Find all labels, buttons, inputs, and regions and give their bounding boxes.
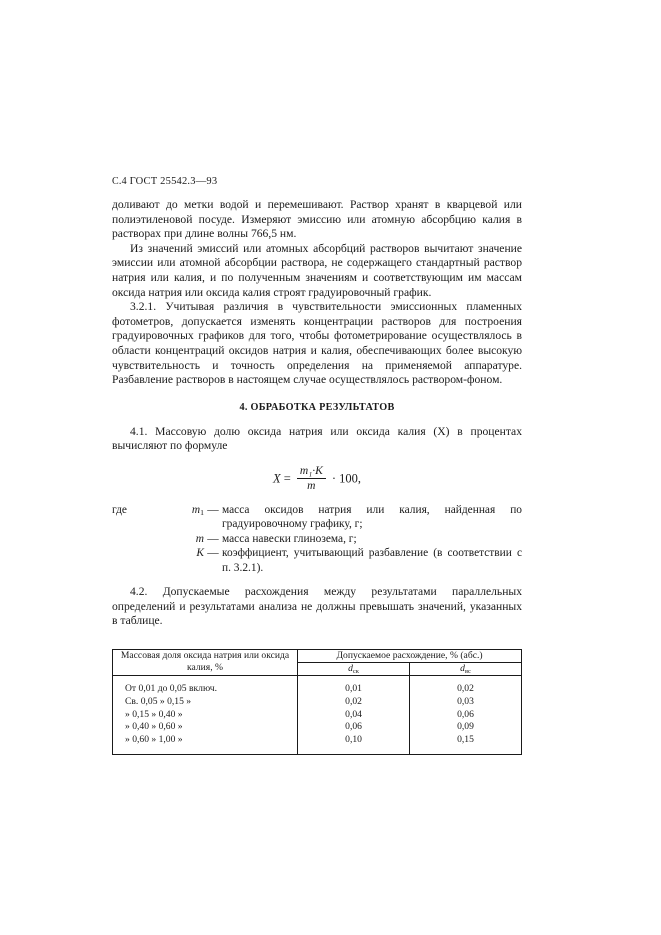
section-title-results: 4. ОБРАБОТКА РЕЗУЛЬТАТОВ xyxy=(239,401,395,413)
column-header-tolerance: Допускаемое расхождение, % (абс.) xyxy=(298,649,522,663)
d-sk-value: 0,10 xyxy=(345,734,362,746)
formula-legend xyxy=(112,503,522,575)
legend-symbol-k: K xyxy=(196,547,204,560)
table-head xyxy=(113,649,522,675)
legend-text-k: коэффициент, учитывающий разбавление (в соответствии с п. 3.2.1). xyxy=(222,547,522,574)
d-sk-value: 0,01 xyxy=(345,683,362,695)
legend-symbol-m1: $m_1$ xyxy=(191,503,204,518)
formula-denominator: m xyxy=(307,479,316,492)
d-vs-value: 0,06 xyxy=(457,708,474,720)
legend-item xyxy=(152,532,522,546)
legend-symbol-m: m xyxy=(195,532,204,545)
d-sk-value: 0,02 xyxy=(345,695,362,707)
range-value: » 0,40 » 0,60 » xyxy=(125,721,183,733)
range-value: » 0,15 » 0,40 » xyxy=(125,708,183,720)
range-value: От 0,01 до 0,05 включ. xyxy=(125,683,217,695)
page-content xyxy=(112,176,522,755)
formula-lhs: X xyxy=(272,471,281,486)
range-value: » 0,60 » 1,00 » xyxy=(125,734,183,746)
tolerance-table xyxy=(112,649,522,755)
legend-where-label: где xyxy=(112,503,127,516)
d-vs-value: 0,15 xyxy=(457,734,474,746)
paragraph-continuation: доливают до метки водой и перемешивают. Раствор хранят в кварцевой или полиэтиленовой посуде. Измеряют эмиссию или атомную абсорбцию калия в растворах при длине волны 766,5 нм. xyxy=(112,198,522,241)
formula-numerator: m₁·K xyxy=(297,465,326,479)
legend-item xyxy=(152,546,522,575)
formula-equals: = xyxy=(283,471,291,486)
standard-designation: ГОСТ 25542.3—93 xyxy=(129,176,218,187)
cell-d-sk xyxy=(298,676,410,755)
paragraph-clause-42: 4.2. Допускаемые расхождения между результатами параллельных определений и результатами анализа не должны превышать значений, указанных в таблице. xyxy=(112,584,522,628)
legend-dash: — xyxy=(207,547,219,560)
d-vs-value: 0,09 xyxy=(457,721,474,733)
legend-dash: — xyxy=(207,503,219,516)
legend-text-m1: масса оксидов натрия или калия, найденная по градуировочному графику, г; xyxy=(222,503,522,531)
d-sk-value: 0,04 xyxy=(345,708,362,720)
formula-multiplier: · 100, xyxy=(331,471,362,486)
range-value: Св. 0,05 » 0,15 » xyxy=(125,695,192,707)
cell-ranges xyxy=(113,676,298,755)
table-body xyxy=(113,676,522,755)
page-number: С.4 xyxy=(112,176,127,187)
formula-fraction xyxy=(297,465,326,492)
d-vs-value: 0,02 xyxy=(457,683,474,695)
column-header-d-sk: $d_{ск}$ xyxy=(298,663,410,676)
legend-item xyxy=(152,503,522,532)
paragraph-clause-321: 3.2.1. Учитывая различия в чувствительности эмиссионных пламенных фотометров, допускается изменять концентрации растворов для построения градуировочных графиков для того, чтобы фотометрирование осуществлялось в области концентраций оксидов натрия и калия, обеспечивающих более высокую чувствительность и точность определения на применяемой аппаратуре. Разбавление растворов в настоящем случае осуществлялось раствором-фоном. xyxy=(112,300,522,387)
legend-dash: — xyxy=(207,532,219,545)
column-header-d-vs: $d_{вс}$ xyxy=(410,663,522,676)
d-sk-value: 0,06 xyxy=(345,721,362,733)
column-header-mass-fraction: Массовая доля оксида натрия или оксида калия, % xyxy=(113,649,298,675)
page-header xyxy=(112,176,522,187)
legend-text-m: масса навески глинозема, г; xyxy=(222,532,357,545)
paragraph-calibration: Из значений эмиссий или атомных абсорбций растворов вычитают значение эмиссии или атомной абсорбции раствора, не содержащего стандартный раствор натрия или калия, и по полученным значениям и соответствующим им массам оксида натрия или оксида калия строят градуировочный график. xyxy=(112,241,522,299)
formula-mass-fraction xyxy=(112,466,522,493)
cell-d-vs xyxy=(410,676,522,755)
d-vs-value: 0,03 xyxy=(457,695,474,707)
paragraph-clause-41: 4.1. Массовую долю оксида натрия или оксида калия (X) в процентах вычисляют по формуле xyxy=(112,424,522,453)
table-header-row xyxy=(113,649,522,663)
table-row xyxy=(113,676,522,755)
